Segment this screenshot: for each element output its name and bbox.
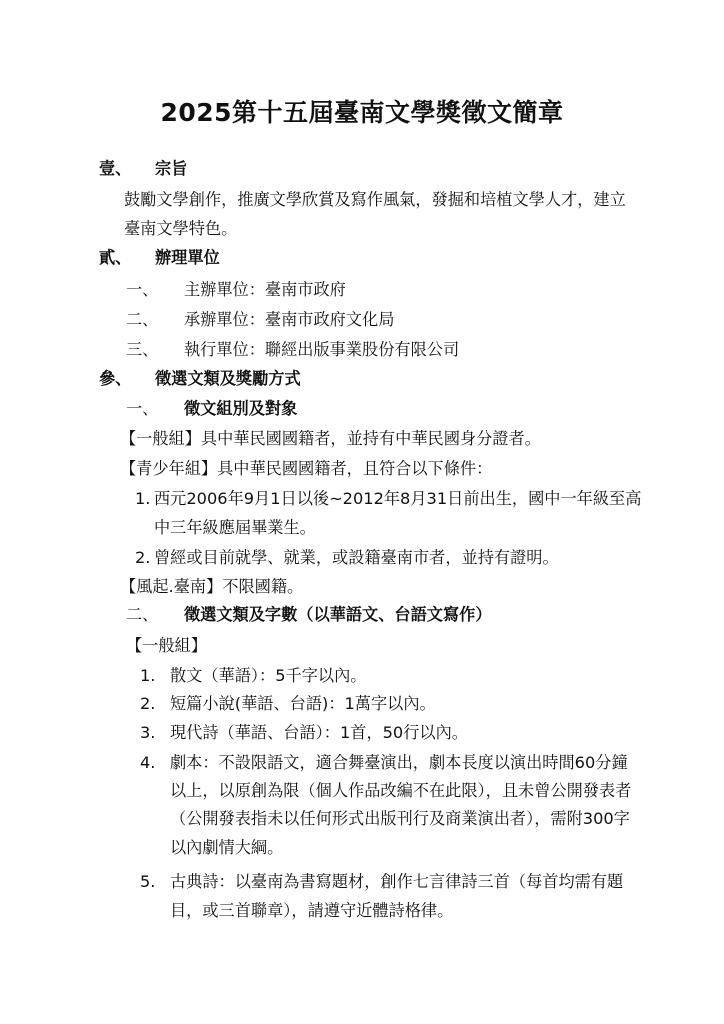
- body-text: 鼓勵文學創作，推廣文學欣賞及寫作風氣，發掘和培植文學人才，建立: [124, 190, 626, 209]
- section-number: 參、: [99, 369, 132, 388]
- sub-heading: 徵選文類及字數（以華語文、台語文寫作）: [184, 605, 492, 624]
- item-number: 三、: [126, 340, 159, 359]
- item-text: 執行單位：聯經出版事業股份有限公司: [184, 340, 460, 359]
- list-text: 西元2006年9月1日以後~2012年8月31日前出生，國中一年級至高: [154, 489, 642, 508]
- group-text: 【風起.臺南】不限國籍。: [120, 577, 304, 596]
- list-text: 劇本：不設限語文，適合舞臺演出，劇本長度以演出時間60分鐘: [170, 753, 628, 772]
- item-text: 主辦單位：臺南市政府: [184, 280, 346, 299]
- group-text: 【青少年組】具中華民國國籍者，且符合以下條件：: [120, 459, 493, 478]
- list-text: 短篇小說(華語、台語)：1萬字以內。: [170, 694, 436, 713]
- section-heading: 徵選文類及獎勵方式: [155, 369, 301, 388]
- list-number: 2.: [135, 548, 151, 567]
- list-text: 目，或三首聯章），請遵守近體詩格律。: [170, 901, 454, 920]
- list-text: 中三年級應屆畢業生。: [154, 518, 316, 537]
- item-number: 二、: [126, 310, 159, 329]
- list-number: 5.: [140, 872, 156, 891]
- page-title: 2025第十五屆臺南文學獎徵文簡章: [160, 98, 564, 127]
- list-text: （公開發表指未以任何形式出版刊行及商業演出者），需附300字: [170, 809, 630, 828]
- list-text: 曾經或目前就學、就業，或設籍臺南市者，並持有證明。: [154, 548, 559, 567]
- sub-number: 二、: [126, 605, 159, 624]
- list-number: 2.: [140, 694, 156, 713]
- item-number: 一、: [126, 280, 159, 299]
- list-text: 現代詩（華語、台語）：1首，50行以內。: [170, 723, 468, 742]
- body-text: 臺南文學特色。: [124, 219, 238, 238]
- group-text: 【一般組】具中華民國國籍者，並持有中華民國身分證者。: [120, 429, 541, 448]
- section-number: 壹、: [99, 159, 132, 178]
- list-number: 1.: [135, 489, 151, 508]
- list-text: 以上，以原創為限（個人作品改編不在此限），且未曾公開發表者: [170, 781, 632, 800]
- list-number: 3.: [140, 723, 156, 742]
- list-text: 古典詩：以臺南為書寫題材，創作七言律詩三首（每首均需有題: [170, 872, 624, 891]
- group-label: 【一般組】: [126, 636, 207, 655]
- list-text: 以內劇情大綱。: [170, 838, 284, 857]
- section-number: 貳、: [99, 248, 132, 267]
- list-number: 4.: [140, 753, 156, 772]
- section-heading: 辦理單位: [155, 248, 220, 267]
- sub-heading: 徵文組別及對象: [184, 399, 298, 418]
- list-text: 散文（華語）：5千字以內。: [170, 666, 367, 685]
- section-heading: 宗旨: [155, 159, 188, 178]
- sub-number: 一、: [126, 399, 159, 418]
- item-text: 承辦單位：臺南市政府文化局: [184, 310, 395, 329]
- list-number: 1.: [140, 666, 156, 685]
